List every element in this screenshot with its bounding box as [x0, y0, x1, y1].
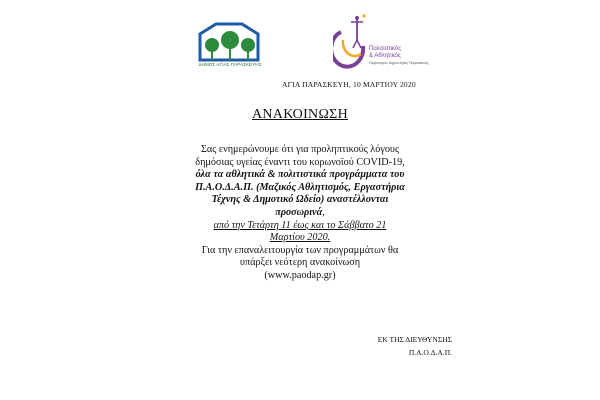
municipality-trees-icon [196, 18, 264, 62]
paodap-logo [333, 10, 429, 74]
dateline: ΑΓΙΑ ΠΑΡΑΣΚΕΥΗ, 10 ΜΑΡΤΙΟΥ 2020 [282, 80, 416, 89]
website-text: (www.paodap.gr) [264, 269, 336, 281]
intro-text: Σας ενημερώνουμε ότι για προληπτικούς λόγους δημόσιας υγείας έναντι του κορωνοϊού COVID-19, [195, 144, 405, 168]
announcement-body [195, 144, 405, 283]
suspension-period: από την Τετάρτη 11 έως και το Σάββατο 21 Μαρτίου 2020. [213, 219, 387, 244]
municipality-caption: ΔΗΜΟΣ ΑΓΙΑΣ ΠΑΡΑΣΚΕΥΗΣ [198, 62, 262, 67]
page-title: ΑΝΑΚΟΙΝΩΣΗ [251, 107, 349, 122]
suspension-notice-end: , [322, 206, 325, 218]
signature-line1: ΕΚ ΤΗΣ ΔΙΕΥΘΥΝΣΗΣ [377, 335, 452, 344]
followup-text: Για την επαναλειτουργία των προγραμμάτων θα υπάρξει νεότερη ανακοίνωση [201, 244, 399, 269]
paodap-name-line1: Πολιτιστικός [369, 46, 402, 52]
municipality-logo [196, 18, 264, 70]
paodap-name-line2: & Αθλητικός [369, 53, 401, 59]
paodap-name-line3: Οργανισμός Δήμου Αγίας Παρασκευής [369, 61, 429, 65]
suspension-notice: όλα τα αθλητικά & πολιτιστικά προγράμματα του Π.Α.Ο.Δ.Α.Π. (Μαζικός Αθλητισμός, Εργαστήρια Τέχνης & Δημοτικό Ωδείο) αναστέλλονται προσωρινά [195, 169, 405, 218]
signature-line2: Π.Α.Ο.Δ.Α.Π. [408, 348, 452, 357]
signature-block [378, 333, 452, 359]
